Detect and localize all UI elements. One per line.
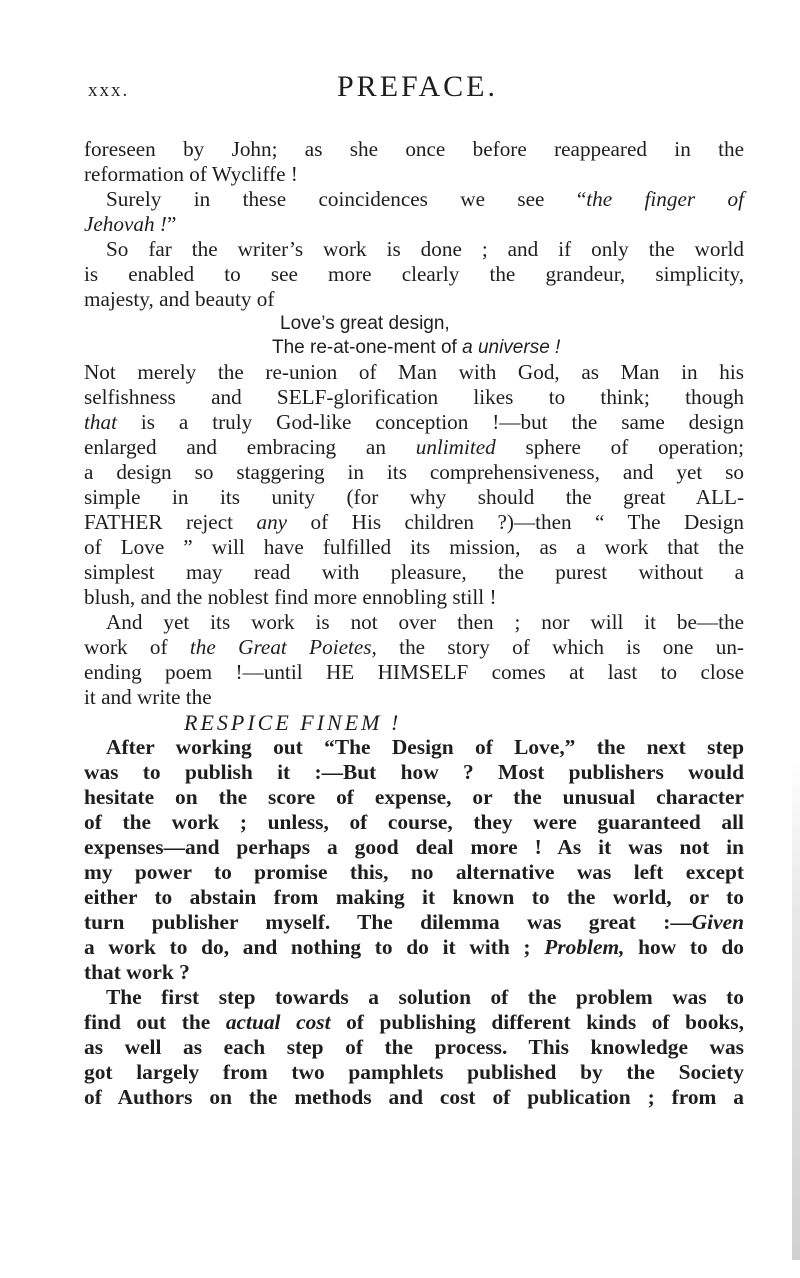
text-line: of the work ; unless, of course, they were guaranteed all [84,810,744,834]
emphasis: a universe ! [462,337,561,358]
running-head [0,70,800,110]
text-line: of Love ” will have fulfilled its mission, as a work that the [84,535,744,559]
text-line: that work ? [84,960,190,984]
text-line: turn publisher myself. The dilemma was great :—Given [84,910,744,934]
emphasis: Given [691,910,744,934]
text-line: The first step towards a solution of the problem was to [106,985,744,1009]
text-line: Jehovah !” [84,212,177,236]
text-line: is enabled to see more clearly the grandeur, simplicity, [84,262,744,286]
text-line: simple in its unity (for why should the great ALL- [84,485,744,509]
page-edge-shadow [792,760,800,1260]
text-line: as well as each step of the process. This knowledge was [84,1035,744,1059]
text-line: simplest may read with pleasure, the purest without a [84,560,744,584]
text-line: was to publish it :—But how ? Most publishers would [84,760,744,784]
text-line: work of the Great Poietes, the story of which is one un- [84,635,744,659]
text-line: a design so staggering in its comprehensiveness, and yet so [84,460,744,484]
emphasis: the Great Poietes, [189,635,377,659]
paragraph [84,735,744,1110]
emphasis: Jehovah ! [84,212,167,236]
text-line: selfishness and SELF-glorification likes to think; though [84,385,744,409]
text-line: hesitate on the score of expense, or the unusual character [84,785,744,809]
text-line: of Authors on the methods and cost of publication ; from a [84,1085,744,1109]
text-line: Surely in these coincidences we see “the finger of [106,187,744,211]
text-line: my power to promise this, no alternative was left except [84,860,744,884]
text-line: And yet its work is not over then ; nor will it be—the [106,610,744,634]
text-line: a work to do, and nothing to do it with ; Problem, how to do [84,935,744,959]
text-line: majesty, and beauty of [84,287,275,311]
text-line: FATHER reject any of His children ?)—then “ The Design [84,510,744,534]
text-line: blush, and the noblest find more ennobling still ! [84,585,497,609]
body-text [84,137,744,1110]
text-line: Not merely the re-union of Man with God, as Man in his [84,360,744,384]
text-line: got largely from two pamphlets published by the Society [84,1060,744,1084]
text-line: it and write the [84,685,212,709]
display-motto: RESPICE FINEM ! [184,710,402,735]
verse-line: Love’s great design, [280,313,450,334]
text-line: find out the actual cost of publishing different kinds of books, [84,1010,744,1034]
text-line: After working out “The Design of Love,” the next step [106,735,744,759]
page-number: xxx. [88,80,130,101]
emphasis: actual cost [225,1010,331,1034]
verse-line: The re-at-one-ment of a universe ! [272,337,561,358]
text-line: either to abstain from making it known to the world, or to [84,885,744,909]
text-line: reformation of Wycliffe ! [84,162,298,186]
text-line: enlarged and embracing an unlimited sphere of operation; [84,435,744,459]
running-title: PREFACE. [337,70,498,103]
emphasis: that [84,410,117,434]
emphasis: Problem, [544,935,625,959]
emphasis: any [256,510,288,534]
text-line: that is a truly God-like conception !—but the same design [84,410,744,434]
text-line: expenses—and perhaps a good deal more ! As it was not in [84,835,744,859]
text-line: ending poem !—until HE HIMSELF comes at last to close [84,660,744,684]
text-line: So far the writer’s work is done ; and if only the world [106,237,744,261]
emphasis: the finger of [586,187,744,211]
text-line: foreseen by John; as she once before reappeared in the [84,137,744,161]
emphasis: unlimited [415,435,496,459]
